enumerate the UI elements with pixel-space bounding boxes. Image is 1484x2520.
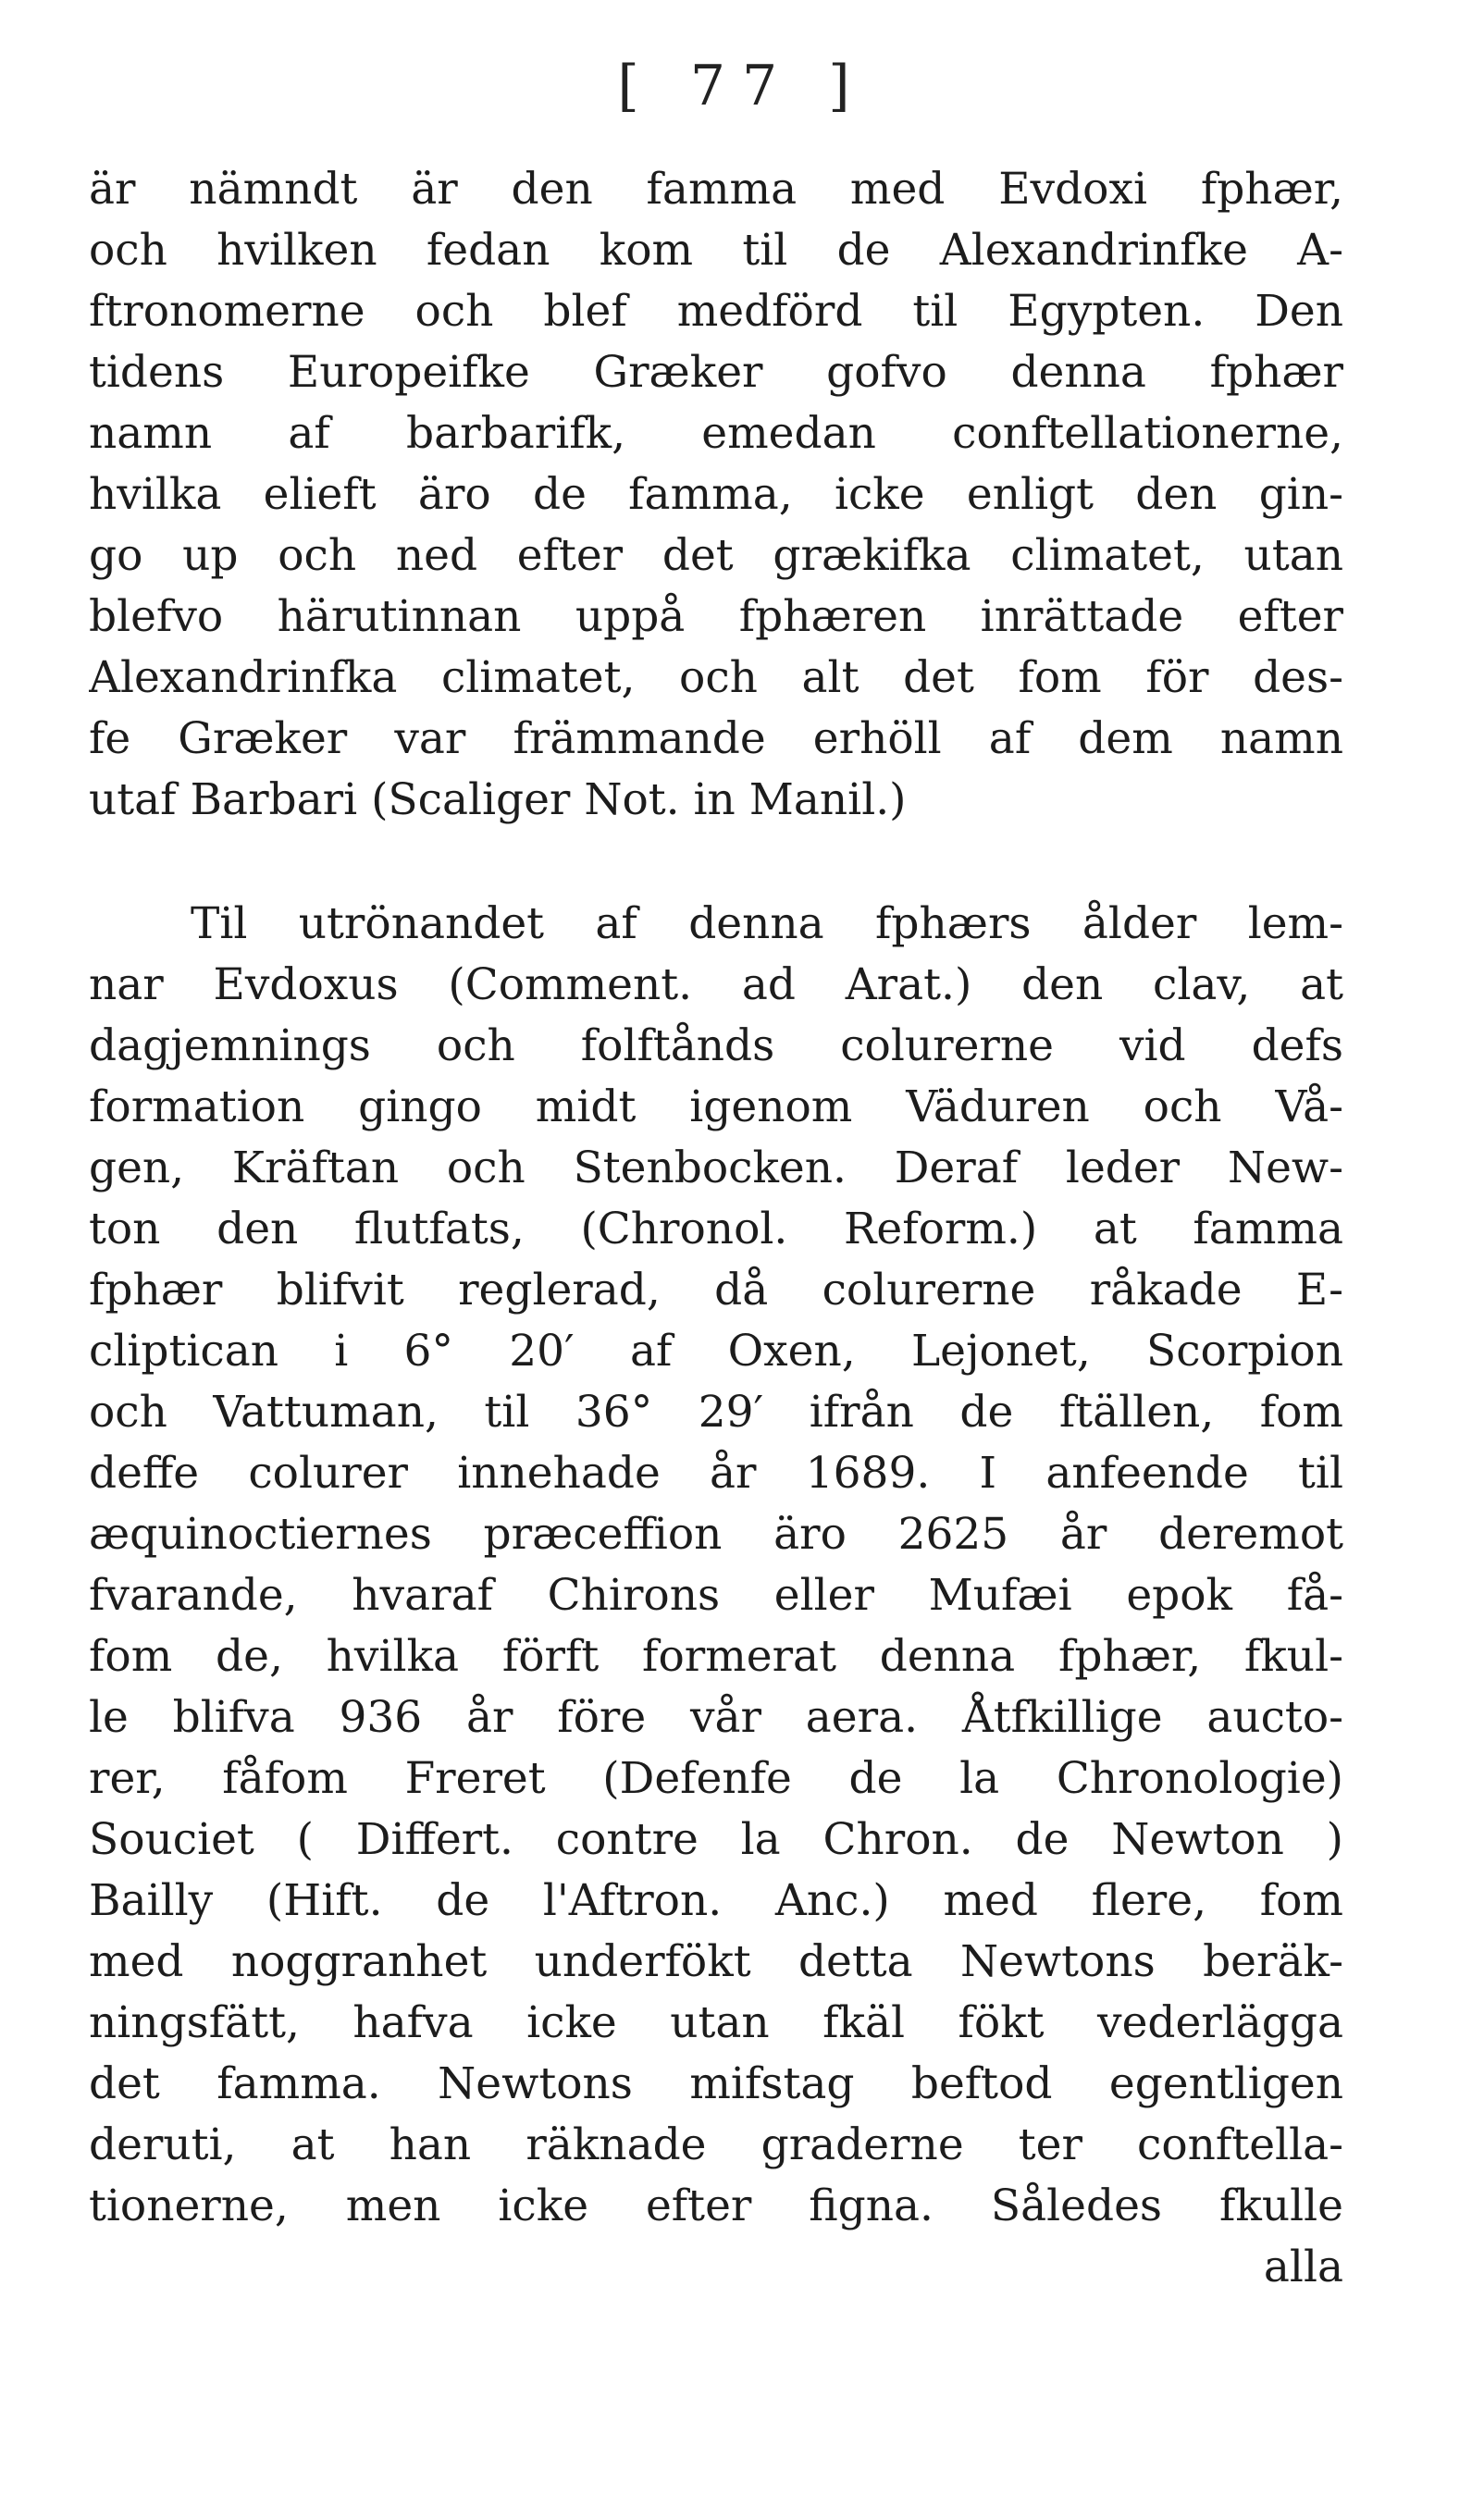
paragraph-2 <box>89 894 1343 2298</box>
text-line: fphær blifvit reglerad, då colurerne råkade E- <box>89 1265 1343 1316</box>
text-line: nar Evdoxus (Comment. ad Arat.) den clav, at <box>89 959 1343 1010</box>
text-line: Bailly (Hift. de l'Aftron. Anc.) med flere, fom <box>89 1875 1343 1926</box>
text-line: tionerne, men icke efter figna. Således fkulle <box>89 2180 1343 2231</box>
text-line: ningsfätt, hafva icke utan fkäl fökt vederlägga <box>89 1997 1343 2048</box>
text-line: go up och ned efter det grækifka climatet, utan <box>89 530 1343 581</box>
text-line: hvilka elieft äro de famma, icke enligt den gin- <box>89 469 1343 520</box>
text-line: æquinoctiernes præceffion äro 2625 år deremot <box>89 1509 1343 1560</box>
text-line: och Vattuman, til 36° 29′ ifrån de ftällen, fom <box>89 1387 1343 1438</box>
page-number: [ 77 ] <box>617 54 867 118</box>
text-line: blefvo härutinnan uppå fphæren inrättade efter <box>89 591 1343 642</box>
text-line: Souciet ( Differt. contre la Chron. de Newton ) <box>89 1814 1343 1865</box>
text-line: gen, Kräftan och Stenbocken. Deraf leder New- <box>89 1143 1343 1193</box>
text-line: Til utrönandet af denna fphærs ålder lem- <box>191 898 1343 949</box>
text-line: fvarande, hvaraf Chirons eller Mufæi epok få- <box>89 1570 1343 1621</box>
text-line: ftronomerne och blef medförd til Egypten. Den <box>89 286 1343 337</box>
text-line: ton den flutfats, (Chronol. Reform.) at famma <box>89 1204 1343 1254</box>
text-line: är nämndt är den famma med Evdoxi fphær, <box>89 164 1343 215</box>
text-line: dagjemnings och folftånds colurerne vid defs <box>89 1020 1343 1071</box>
text-line: le blifva 936 år före vår aera. Åtfkillige aucto- <box>89 1692 1343 1743</box>
text-line: namn af barbarifk, emedan conftellationerne, <box>89 408 1343 459</box>
text-line: och hvilken fedan kom til de Alexandrinfke A- <box>89 225 1343 276</box>
text-line: utaf Barbari (Scaliger Not. in Manil.) <box>89 774 907 825</box>
text-line: med noggranhet underfökt detta Newtons beräk- <box>89 1936 1343 1987</box>
text-line: det famma. Newtons mifstag beftod egentligen <box>89 2058 1343 2109</box>
text-line: formation gingo midt igenom Väduren och Vå- <box>89 1081 1343 1132</box>
text-line: Alexandrinfka climatet, och alt det fom för des- <box>89 652 1343 703</box>
text-line: deffe colurer innehade år 1689. I anfeende til <box>89 1448 1343 1499</box>
text-line: fe Græker var främmande erhöll af dem namn <box>89 713 1343 764</box>
text-line: deruti, at han räknade graderne ter conftella- <box>89 2119 1343 2170</box>
text-line: cliptican i 6° 20′ af Oxen, Lejonet, Scorpion <box>89 1326 1343 1377</box>
text-line: fom de, hvilka förft formerat denna fphær, fkul- <box>89 1631 1343 1682</box>
paragraph-1 <box>89 159 1343 831</box>
catchword: alla <box>1263 2242 1343 2292</box>
text-line: rer, fåfom Freret (Defenfe de la Chronologie) <box>89 1753 1343 1804</box>
text-line: tidens Europeifke Græker gofvo denna fphær <box>89 347 1343 398</box>
